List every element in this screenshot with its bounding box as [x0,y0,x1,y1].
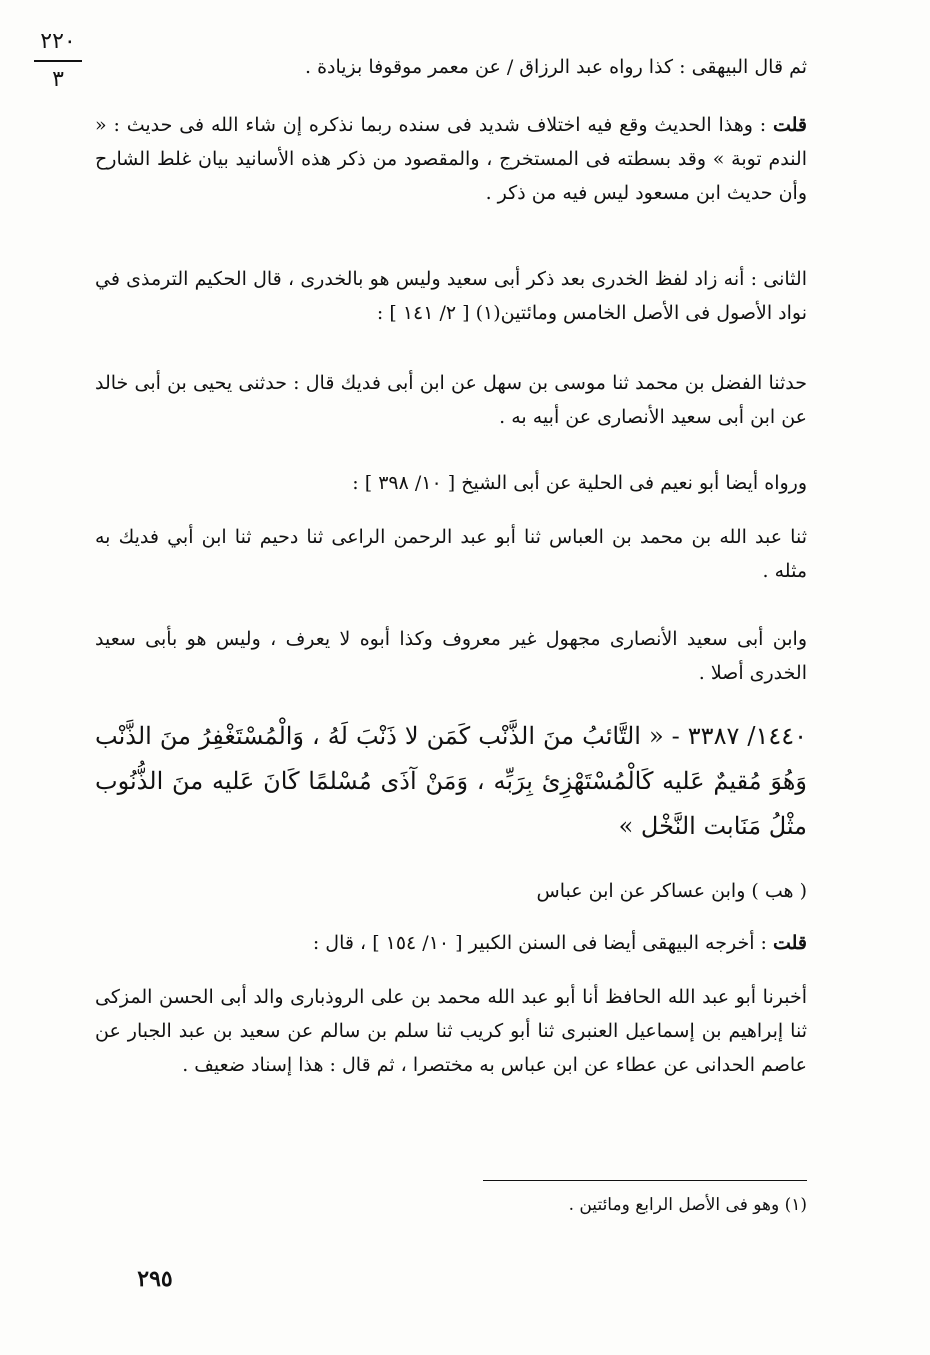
paragraph-3: الثانى : أنه زاد لفظ الخدرى بعد ذكر أبى سعيد وليس هو بالخدرى ، قال الحكيم الترمذى في نواد الأصول فى الأصل الخامس ومائتين(١) [ ٢/ ١٤١ ] : [95,268,807,324]
page-number: ٢٩٥ [137,1266,173,1292]
paragraph-4: حدثنا الفضل بن محمد ثنا موسى بن سهل عن ابن أبى فديك قال : حدثنى يحيى بن أبى خالد عن ابن أبى سعيد الأنصارى عن أبيه به . [95,372,807,428]
paragraph-9: أخبرنا أبو عبد الله الحافظ أنا أبو عبد الله محمد بن على الروذبارى والد أبى الحسن المزكى ثنا إبراهيم بن إسماعيل العنبرى ثنا أبو كريب ثنا سلم بن سالم عن سعيد بن عبد الجبار عن عاصم الحدانى عن عطاء عن ابن عباس به مختصرا ، ثم قال : هذا إسناد ضعيف . [95,986,807,1076]
reference-numerator: ٢٢٠ [40,29,76,54]
paragraph-6: ثنا عبد الله بن محمد بن العباس ثنا أبو عبد الرحمن الراعى ثنا دحيم ثنا ابن أبي فديك به مثله . [95,526,807,582]
footnote-separator [483,1180,807,1181]
paragraph-2 [95,108,807,210]
qult-lead-2: قلت [772,932,807,954]
hadith-source: ( هب ) وابن عساكر عن ابن عباس [536,880,807,902]
paragraph-5: ورواه أيضا أبو نعيم فى الحلية عن أبى الشيخ [ ١٠/ ٣٩٨ ] : [352,472,807,494]
footnote: (١) وهو فى الأصل الرابع ومائتين . [568,1195,807,1215]
fraction-bar [34,60,82,62]
qult-lead: قلت [772,114,807,136]
paragraph-8 [95,926,807,960]
paragraph-2-body: : وهذا الحديث وقع فيه اختلاف شديد فى سنده ربما نذكره إن شاء الله فى حديث : « الندم توبة » وقد بسطته فى المستخرج ، والمقصود من ذكر هذه الأسانيد بيان غلط الشارح وأن حديث ابن مسعود ليس فيه من ذكر . [95,114,807,204]
hadith-text: ١٤٤٠/ ٣٣٨٧ - « التَّائبُ منَ الذَّنْب كَمَن لا ذَنْبَ لَهُ ، وَالْمُسْتَغْفِرُ منَ الذَّنْب وَهُوَ مُقيمٌ عَليه كَالْمُسْتَهْزِئ بِرَبِّه ، وَمَنْ آذَى مُسْلمًا كَانَ عَليه منَ الذُّنُوب مثْلُ مَنَابت النَّخْل » [95,722,808,840]
paragraph-7: وابن أبى سعيد الأنصارى مجهول غير معروف وكذا أبوه لا يعرف ، وليس هو بأبى سعيد الخدرى أصلا . [95,628,807,684]
volume-page-reference [28,28,88,94]
paragraph-1: ثم قال البيهقى : كذا رواه عبد الرزاق / عن معمر موقوفا بزيادة . [304,56,807,78]
reference-denominator: ٣ [52,67,64,92]
paragraph-8-body: : أخرجه البيهقى أيضا فى السنن الكبير [ ١٠/ ١٥٤ ] ، قال : [312,932,773,954]
